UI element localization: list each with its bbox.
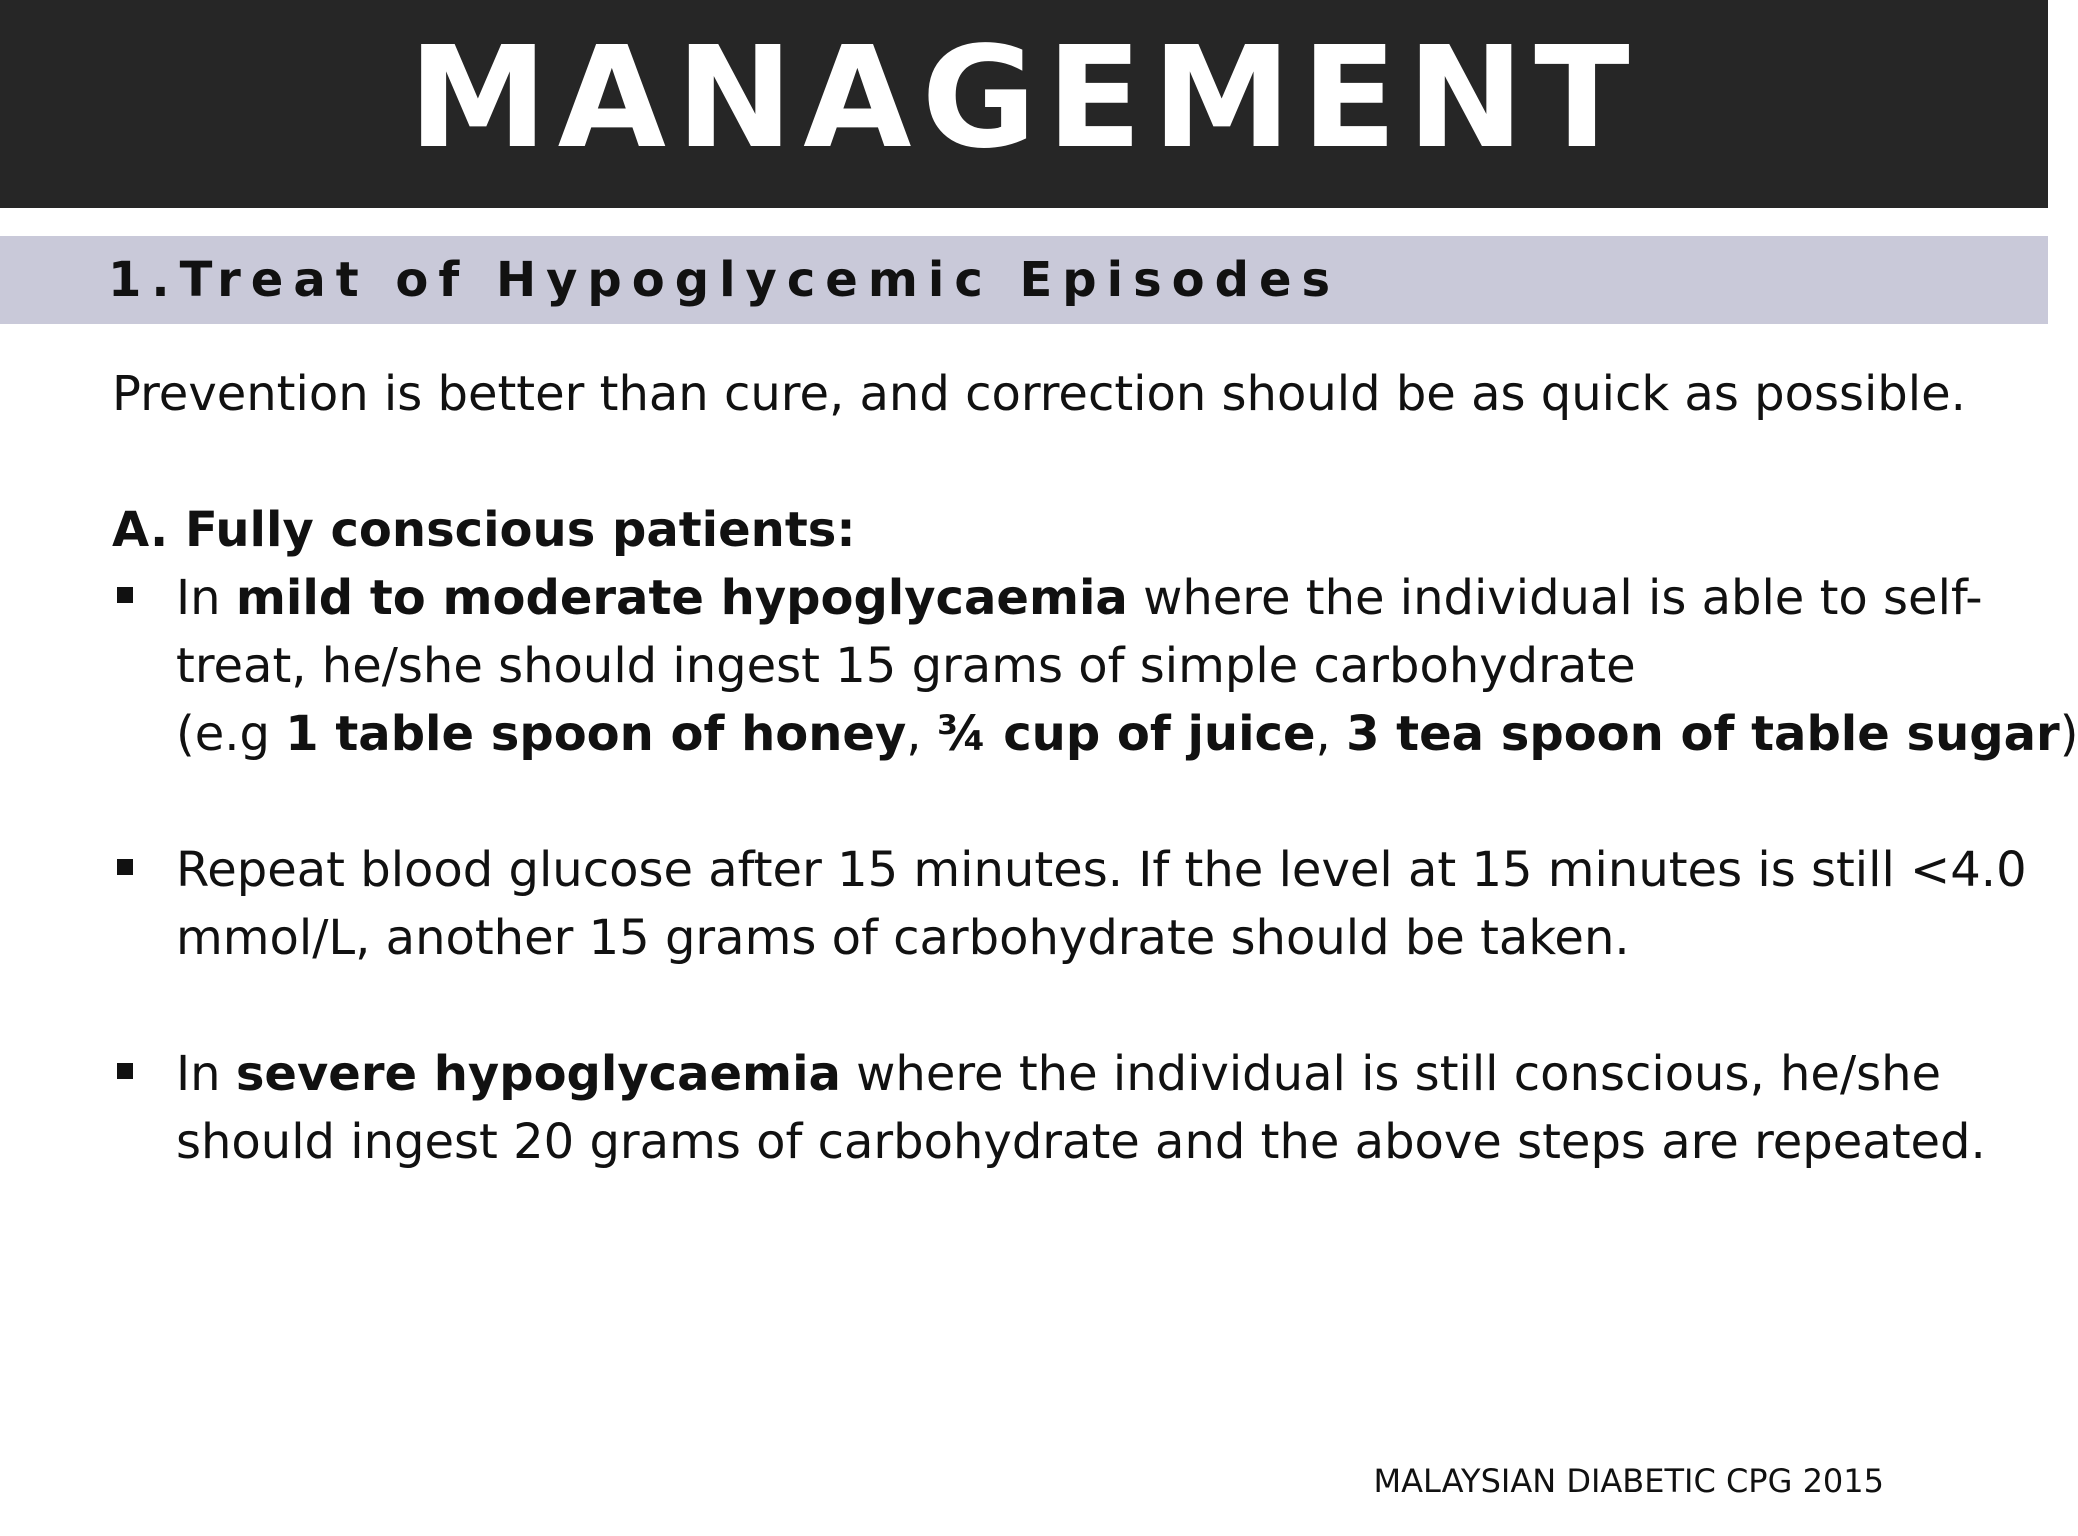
- section-banner: [0, 236, 2048, 324]
- source-citation: MALAYSIAN DIABETIC CPG 2015: [1373, 1462, 1884, 1500]
- text-run: ): [2059, 706, 2078, 762]
- text-run: ,: [1315, 706, 1347, 762]
- bullet-line: [176, 1040, 1992, 1108]
- text-run: ,: [906, 706, 937, 762]
- text-run: (e.g: [176, 706, 286, 762]
- bold-text-run: mild to moderate hypoglycaemia: [235, 570, 1128, 626]
- bold-text-run: 1 table spoon of honey: [285, 706, 907, 762]
- square-bullet-icon: [117, 1063, 133, 1079]
- intro-text: Prevention is better than cure, and correction should be as quick as possible.: [112, 366, 1966, 422]
- bullet-repeat-glucose: [112, 836, 2027, 972]
- subheading-fully-conscious: A. Fully conscious patients:: [112, 502, 856, 558]
- text-run: In: [176, 570, 236, 626]
- bullet-line: mmol/L, another 15 grams of carbohydrate should be taken.: [176, 910, 1630, 966]
- text-run: In: [176, 1046, 236, 1102]
- bold-text-run: 3 tea spoon of table sugar: [1346, 706, 2060, 762]
- text-run: where the individual is able to self-: [1127, 570, 1983, 626]
- slide-title: MANAGEMENT: [408, 17, 1640, 180]
- slide-header: [0, 0, 2048, 208]
- slide-body: [112, 360, 2078, 1176]
- bullet-line: Repeat blood glucose after 15 minutes. If the level at 15 minutes is still <4.0: [176, 842, 2027, 898]
- bullet-line: should ingest 20 grams of carbohydrate and the above steps are repeated.: [176, 1114, 1986, 1170]
- bullet-mild-moderate: [112, 564, 2078, 768]
- text-run: where the individual is still conscious, he/she: [840, 1046, 1942, 1102]
- square-bullet-icon: [117, 859, 133, 875]
- bold-text-run: ¾ cup of juice: [936, 706, 1316, 762]
- bullet-line: [176, 700, 2078, 768]
- bold-text-run: severe hypoglycaemia: [235, 1046, 841, 1102]
- section-title: 1.Treat of Hypoglycemic Episodes: [108, 252, 1341, 308]
- bullet-severe: [112, 1040, 1992, 1176]
- bullet-line: treat, he/she should ingest 15 grams of simple carbohydrate: [176, 638, 1636, 694]
- square-bullet-icon: [117, 587, 133, 603]
- bullet-line: [176, 564, 1992, 632]
